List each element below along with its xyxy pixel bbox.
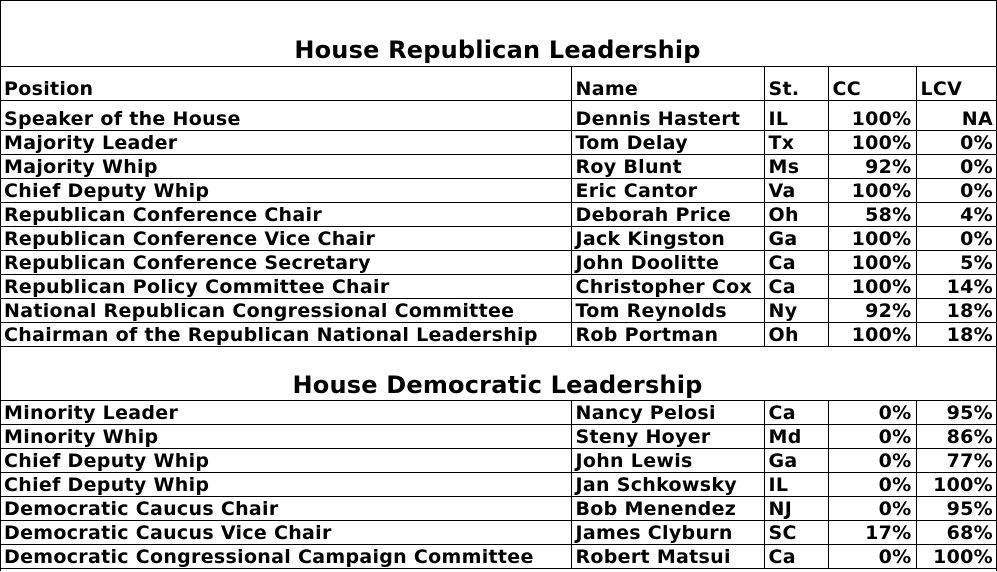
name-cell: John Doolitte xyxy=(571,251,764,275)
table-row xyxy=(0,275,997,299)
lcv-cell: 18% xyxy=(916,299,997,323)
position-cell: Democratic Caucus Chair xyxy=(0,497,571,521)
cc-cell: 17% xyxy=(828,521,916,545)
table-row xyxy=(0,323,997,347)
table-row xyxy=(0,449,997,473)
cc-cell: 0% xyxy=(828,401,916,425)
cc-cell: 100% xyxy=(828,323,916,347)
table-row xyxy=(0,227,997,251)
state-cell: Va xyxy=(764,179,828,203)
name-cell: John Lewis xyxy=(571,449,764,473)
lcv-cell: 77% xyxy=(916,449,997,473)
name-cell: Eric Cantor xyxy=(571,179,764,203)
name-cell: Roy Blunt xyxy=(571,155,764,179)
state-cell: IL xyxy=(764,101,828,131)
position-cell: Chairman of the Republican National Leadership xyxy=(0,323,571,347)
table-row xyxy=(0,155,997,179)
name-cell: Dennis Hastert xyxy=(571,101,764,131)
header-cc: CC xyxy=(828,67,916,101)
name-cell: Bob Menendez xyxy=(571,497,764,521)
cc-cell: 100% xyxy=(828,275,916,299)
state-cell: Tx xyxy=(764,131,828,155)
header-lcv: LCV xyxy=(916,67,997,101)
republican-section-title: House Republican Leadership xyxy=(294,36,701,64)
table-row xyxy=(0,497,997,521)
table-row xyxy=(0,473,997,497)
header-position: Position xyxy=(0,67,571,101)
state-cell: Oh xyxy=(764,203,828,227)
cc-cell: 100% xyxy=(828,251,916,275)
name-cell: Tom Delay xyxy=(571,131,764,155)
table-row xyxy=(0,545,997,569)
republican-table xyxy=(0,66,997,347)
lcv-cell: 0% xyxy=(916,131,997,155)
position-cell: Republican Conference Secretary xyxy=(0,251,571,275)
state-cell: Md xyxy=(764,425,828,449)
cc-cell: 0% xyxy=(828,473,916,497)
position-cell: Minority Leader xyxy=(0,401,571,425)
state-cell: Ny xyxy=(764,299,828,323)
position-cell: Chief Deputy Whip xyxy=(0,449,571,473)
cc-cell: 0% xyxy=(828,425,916,449)
lcv-cell: 0% xyxy=(916,227,997,251)
state-cell: Ca xyxy=(764,251,828,275)
name-cell: Rob Portman xyxy=(571,323,764,347)
cc-cell: 0% xyxy=(828,497,916,521)
name-cell: Deborah Price xyxy=(571,203,764,227)
position-cell: Republican Conference Chair xyxy=(0,203,571,227)
name-cell: Jan Schkowsky xyxy=(571,473,764,497)
state-cell: Ga xyxy=(764,449,828,473)
lcv-cell: 5% xyxy=(916,251,997,275)
state-cell: SC xyxy=(764,521,828,545)
lcv-cell: 4% xyxy=(916,203,997,227)
cc-cell: 100% xyxy=(828,179,916,203)
position-cell: National Republican Congressional Committee xyxy=(0,299,571,323)
name-cell: Steny Hoyer xyxy=(571,425,764,449)
position-cell: Majority Whip xyxy=(0,155,571,179)
name-cell: Robert Matsui xyxy=(571,545,764,569)
position-cell: Chief Deputy Whip xyxy=(0,179,571,203)
state-cell: Ga xyxy=(764,227,828,251)
header-name: Name xyxy=(571,67,764,101)
lcv-cell: 100% xyxy=(916,473,997,497)
state-cell: Ms xyxy=(764,155,828,179)
table-row xyxy=(0,251,997,275)
position-cell: Republican Conference Vice Chair xyxy=(0,227,571,251)
table-row xyxy=(0,101,997,131)
name-cell: Nancy Pelosi xyxy=(571,401,764,425)
table-row xyxy=(0,179,997,203)
democratic-section-title: House Democratic Leadership xyxy=(292,371,703,399)
cc-cell: 58% xyxy=(828,203,916,227)
lcv-cell: 14% xyxy=(916,275,997,299)
state-cell: Oh xyxy=(764,323,828,347)
position-cell: Republican Policy Committee Chair xyxy=(0,275,571,299)
name-cell: James Clyburn xyxy=(571,521,764,545)
cc-cell: 0% xyxy=(828,545,916,569)
cc-cell: 92% xyxy=(828,155,916,179)
state-cell: NJ xyxy=(764,497,828,521)
cc-cell: 100% xyxy=(828,131,916,155)
lcv-cell: 86% xyxy=(916,425,997,449)
lcv-cell: 18% xyxy=(916,323,997,347)
table-row xyxy=(0,203,997,227)
democratic-table xyxy=(0,400,997,569)
header-state: St. xyxy=(764,67,828,101)
state-cell: Ca xyxy=(764,545,828,569)
lcv-cell: 68% xyxy=(916,521,997,545)
name-cell: Jack Kingston xyxy=(571,227,764,251)
cc-cell: 0% xyxy=(828,449,916,473)
position-cell: Speaker of the House xyxy=(0,101,571,131)
position-cell: Democratic Congressional Campaign Committee xyxy=(0,545,571,569)
lcv-cell: 95% xyxy=(916,497,997,521)
table-row xyxy=(0,131,997,155)
position-cell: Chief Deputy Whip xyxy=(0,473,571,497)
table-row xyxy=(0,401,997,425)
name-cell: Christopher Cox xyxy=(571,275,764,299)
table-row xyxy=(0,299,997,323)
lcv-cell: 100% xyxy=(916,545,997,569)
state-cell: Ca xyxy=(764,401,828,425)
lcv-cell: 0% xyxy=(916,155,997,179)
cc-cell: 100% xyxy=(828,101,916,131)
cc-cell: 100% xyxy=(828,227,916,251)
position-cell: Majority Leader xyxy=(0,131,571,155)
lcv-cell: NA xyxy=(916,101,997,131)
table-row xyxy=(0,425,997,449)
table-row xyxy=(0,521,997,545)
state-cell: Ca xyxy=(764,275,828,299)
name-cell: Tom Reynolds xyxy=(571,299,764,323)
table-header-row xyxy=(0,67,997,101)
position-cell: Minority Whip xyxy=(0,425,571,449)
position-cell: Democratic Caucus Vice Chair xyxy=(0,521,571,545)
lcv-cell: 95% xyxy=(916,401,997,425)
lcv-cell: 0% xyxy=(916,179,997,203)
state-cell: IL xyxy=(764,473,828,497)
cc-cell: 92% xyxy=(828,299,916,323)
